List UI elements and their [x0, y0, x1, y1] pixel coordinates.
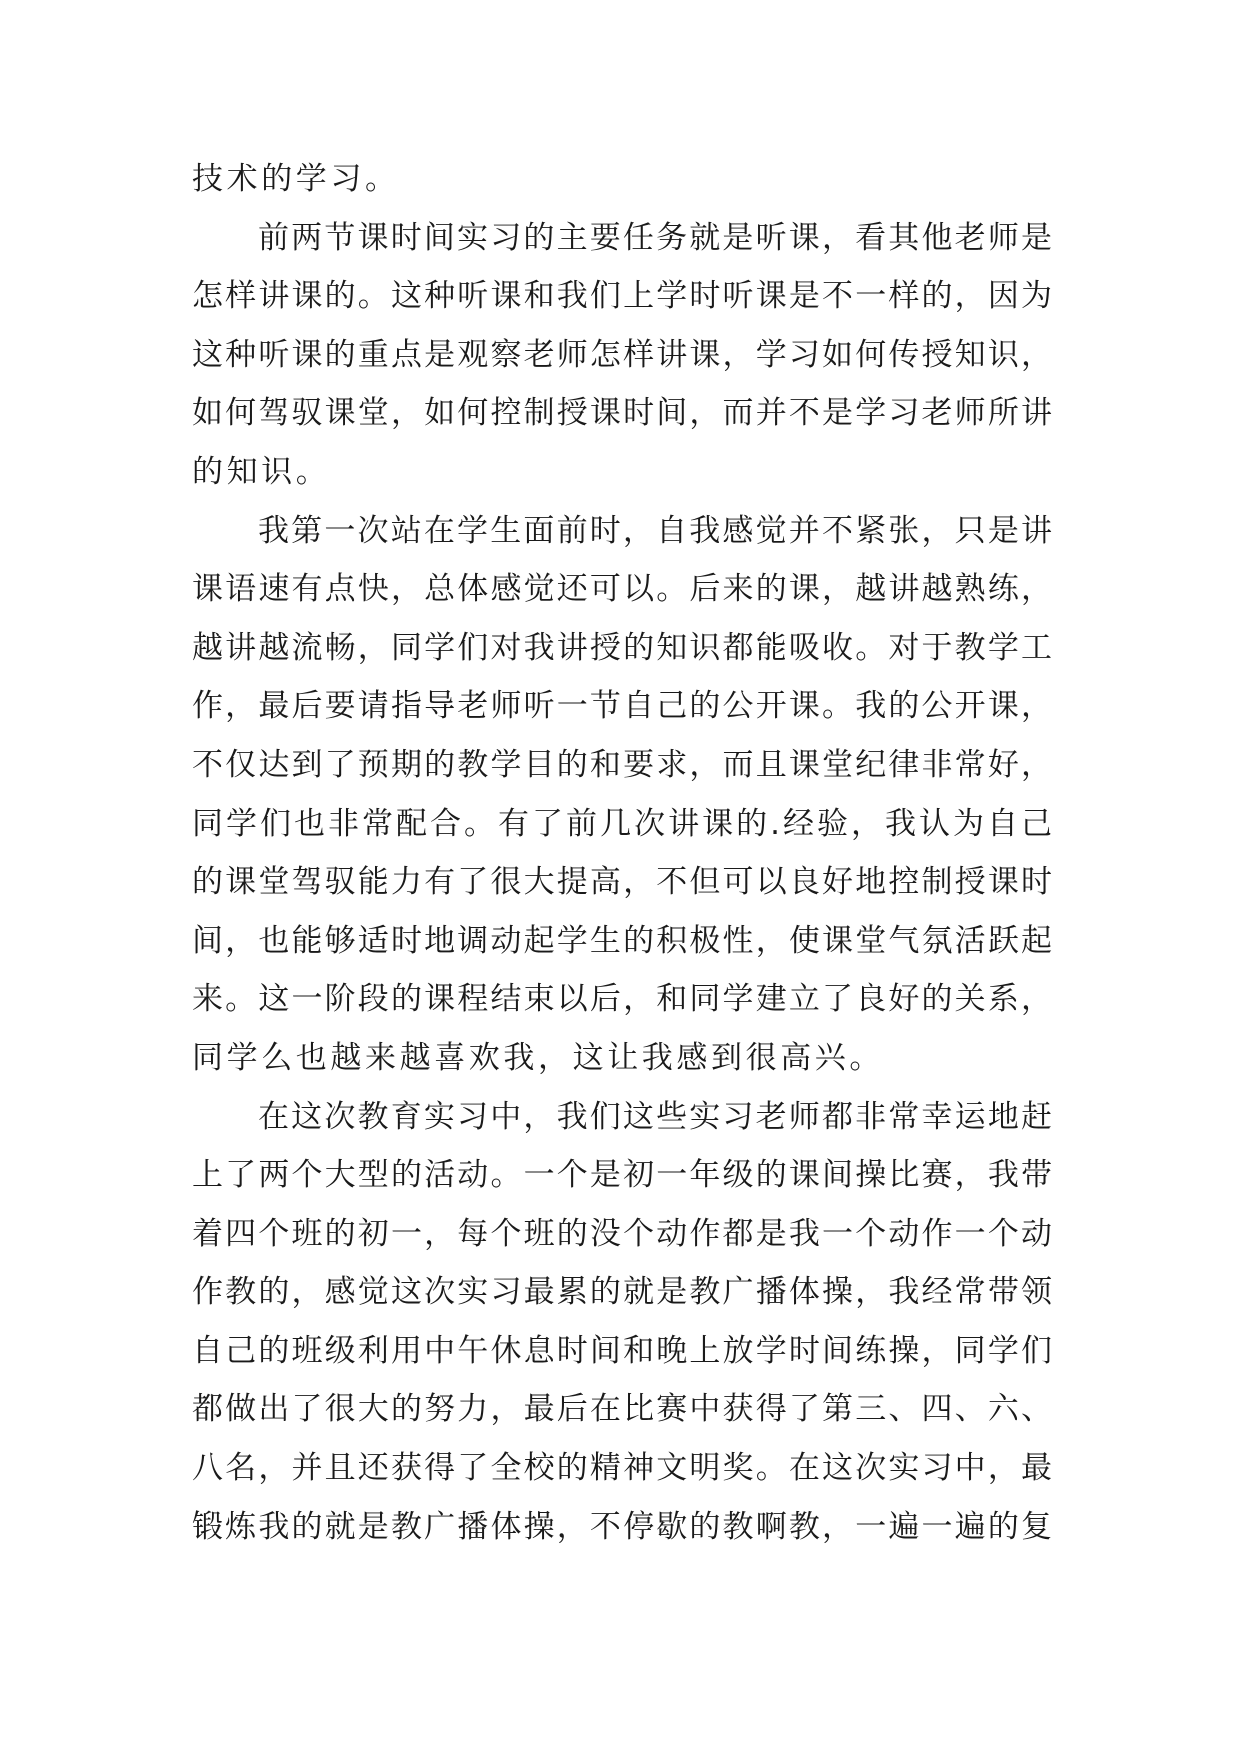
text-line: 来。这一阶段的课程结束以后，和同学建立了良好的关系， — [192, 981, 1052, 1018]
text-line: 间，也能够适时地调动起学生的积极性，使课堂气氛活跃起 — [192, 922, 1052, 959]
text-line: 我第一次站在学生面前时，自我感觉并不紧张，只是讲 — [258, 512, 1052, 549]
text-line: 怎样讲课的。这种听课和我们上学时听课是不一样的，因为 — [192, 278, 1052, 315]
text-line: 自己的班级利用中午休息时间和晚上放学时间练操，同学们 — [192, 1332, 1052, 1369]
text-line: 的课堂驾驭能力有了很大提高，不但可以良好地控制授课时 — [192, 864, 1052, 901]
text-line: 这种听课的重点是观察老师怎样讲课，学习如何传授知识， — [192, 336, 1052, 373]
document-page — [192, 150, 1052, 1556]
text-line: 课语速有点快，总体感觉还可以。后来的课，越讲越熟练， — [192, 571, 1052, 608]
text-line: 越讲越流畅，同学们对我讲授的知识都能吸收。对于教学工 — [192, 629, 1052, 666]
text-line: 作，最后要请指导老师听一节自己的公开课。我的公开课， — [192, 688, 1052, 725]
text-line: 八名，并且还获得了全校的精神文明奖。在这次实习中，最 — [192, 1450, 1052, 1487]
text-line: 锻炼我的就是教广播体操，不停歇的教啊教，一遍一遍的复 — [192, 1508, 1052, 1545]
text-line: 技术的学习。 — [192, 161, 400, 197]
text-line: 前两节课时间实习的主要任务就是听课，看其他老师是 — [258, 219, 1052, 256]
text-line: 在这次教育实习中，我们这些实习老师都非常幸运地赶 — [258, 1098, 1052, 1135]
text-line: 如何驾驭课堂，如何控制授课时间，而并不是学习老师所讲 — [192, 395, 1052, 432]
text-line: 作教的，感觉这次实习最累的就是教广播体操，我经常带领 — [192, 1274, 1052, 1311]
text-line: 不仅达到了预期的教学目的和要求，而且课堂纪律非常好， — [192, 746, 1052, 783]
text-line: 同学们也非常配合。有了前几次讲课的.经验，我认为自己 — [192, 805, 1052, 842]
text-line: 上了两个大型的活动。一个是初一年级的课间操比赛，我带 — [192, 1157, 1052, 1194]
text-line: 的知识。 — [192, 453, 331, 490]
text-line: 着四个班的初一，每个班的没个动作都是我一个动作一个动 — [192, 1215, 1052, 1252]
text-line: 都做出了很大的努力，最后在比赛中获得了第三、四、六、 — [192, 1391, 1052, 1428]
text-line: 同学么也越来越喜欢我，这让我感到很高兴。 — [192, 1039, 884, 1076]
